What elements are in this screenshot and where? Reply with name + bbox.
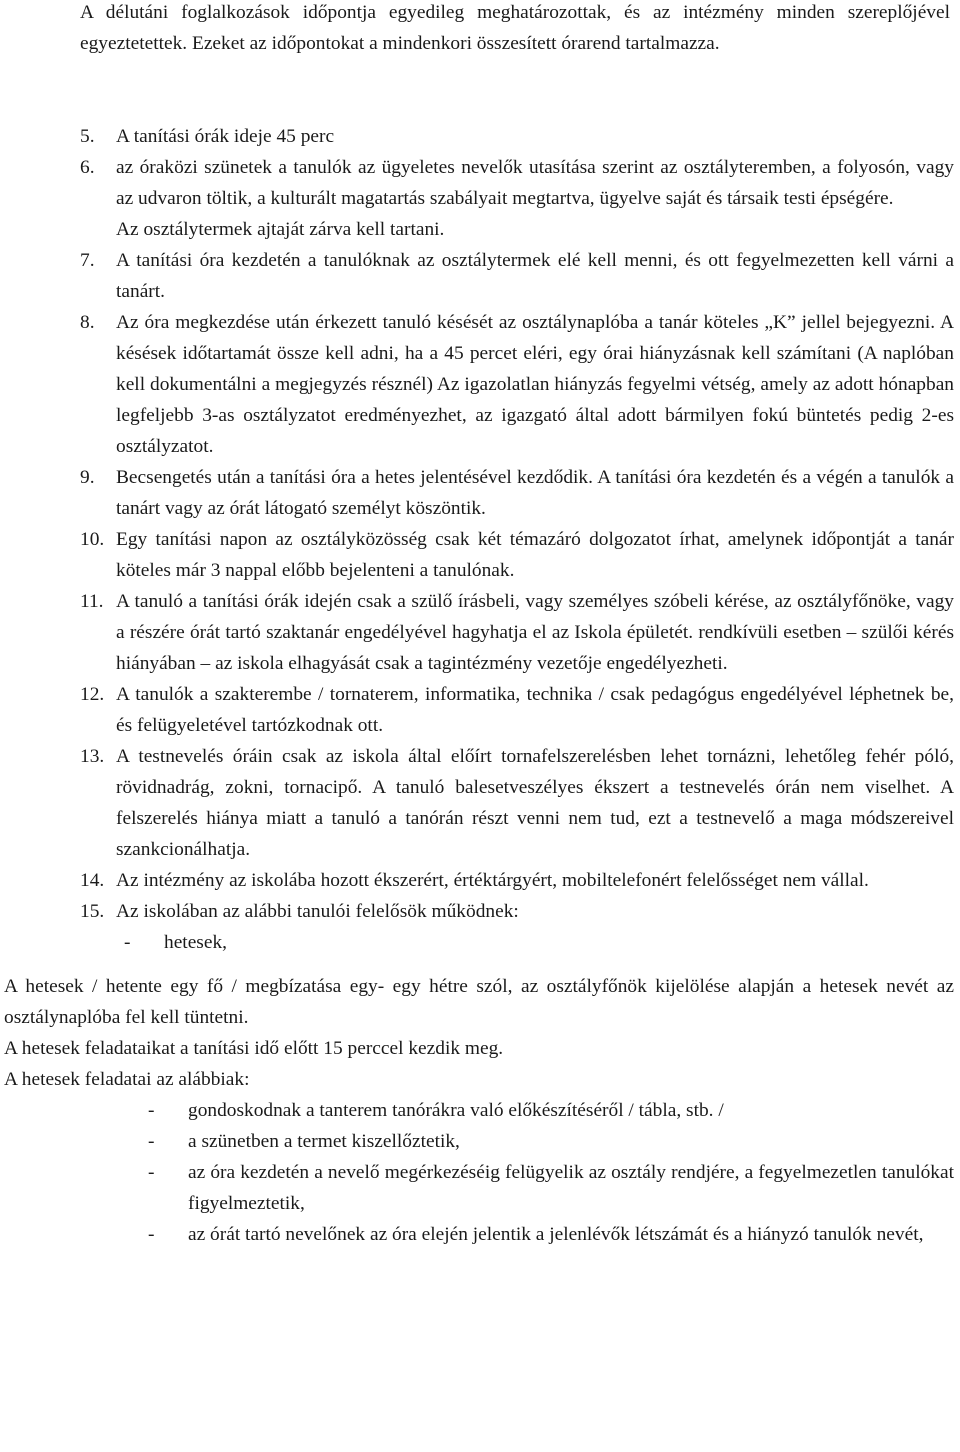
task-item	[148, 1157, 954, 1219]
list-item-number: 12.	[80, 684, 105, 705]
list-item-number: 7.	[80, 250, 95, 271]
tasks-list	[0, 1095, 960, 1250]
list-item-text: A testnevelés óráin csak az iskola által előírt tornafelszerelésben lehet tornázni, lehetőleg fehér póló, rövidnadrág, zokni, tornacipő. A tanuló balesetveszélyes ékszert a testnevelés órán nem viselhet. A felszerelés hiánya miatt a tanuló a tanórán részt venni nem tud, ezt a testnevelő a maga módszereivel szankcionálhatja.	[116, 746, 954, 860]
list-item-number: 9.	[80, 467, 95, 488]
list-item-text: Az óra megkezdése után érkezett tanuló késését az osztálynaplóba a tanár köteles „K” jellel bejegyezni. A késések időtartamát össze kell adni, ha a 45 percet eléri, egy órai hiányzásnak kell számítani (A naplóban kell dokumentálni a megjegyzés résznél) Az igazolatlan hiányzás fegyelmi vétség, amely az adott hónapban legfeljebb 3-as osztályzatot eredményezhet, az igazgató által adott bármilyen fokú büntetés pedig 2-es osztályzatot.	[116, 312, 954, 457]
list-item-8	[80, 307, 954, 462]
body-paragraph: A hetesek feladatai az alábbiak:	[4, 1069, 250, 1090]
list-item-number: 13.	[80, 746, 105, 767]
list-item-9	[80, 462, 954, 524]
responsible-item	[124, 927, 954, 958]
list-item-number: 15.	[80, 901, 105, 922]
list-item-number: 10.	[80, 529, 105, 550]
list-item-6	[80, 152, 954, 245]
hetesek-section	[0, 971, 960, 1095]
dash-marker: -	[148, 1224, 155, 1245]
list-item-number: 5.	[80, 126, 95, 147]
list-item-15	[80, 896, 954, 927]
task-text: a szünetben a termet kiszellőztetik,	[188, 1131, 460, 1152]
task-item	[148, 1126, 954, 1157]
list-item-7	[80, 245, 954, 307]
list-item-12	[80, 679, 954, 741]
task-text: az órát tartó nevelőnek az óra elején jelentik a jelenlévők létszámát és a hiányzó tanulók nevét,	[188, 1224, 924, 1245]
list-item-text: Az intézmény az iskolába hozott ékszerért, értéktárgyért, mobiltelefonért felelősséget nem vállal.	[116, 870, 869, 891]
dash-marker: -	[148, 1131, 155, 1152]
dash-marker: -	[124, 932, 131, 953]
list-item-text: Egy tanítási napon az osztályközösség csak két témazáró dolgozatot írhat, amelynek időpontját a tanár köteles már 3 nappal előbb bejelenteni a tanulónak.	[116, 529, 954, 581]
list-item-text: az óraközi szünetek a tanulók az ügyeletes nevelők utasítása szerint az osztályteremben, a folyosón, vagy az udvaron töltik, a kulturált magatartás szabályait megtartva, ügyelve saját és társaik testi épségére.	[116, 157, 954, 209]
list-item-10	[80, 524, 954, 586]
task-item	[148, 1219, 954, 1250]
body-paragraph: A hetesek / hetente egy fő / megbízatása egy- egy hétre szól, az osztályfőnök kijelölése alapján a hetesek nevét az osztálynaplóba fel kell tüntetni.	[4, 976, 954, 1028]
responsible-text: hetesek,	[164, 932, 227, 953]
list-item-text: A tanítási óra kezdetén a tanulóknak az osztálytermek elé kell menni, és ott fegyelmezetten kell várni a tanárt.	[116, 250, 954, 302]
list-item-14	[80, 865, 954, 896]
list-item-11	[80, 586, 954, 679]
responsibles-list	[80, 927, 954, 958]
list-item-text: A tanítási órák ideje 45 perc	[116, 126, 335, 147]
list-item-text: A tanuló a tanítási órák idején csak a szülő írásbeli, vagy személyes szóbeli kérése, az osztályfőnöke, vagy a részére órát tartó szaktanár engedélyével hagyhatja el az Iskola épületét. rendkívüli esetben – szülői kérés hiányában – az iskola elhagyását csak a tagintézmény vezetője engedélyezheti.	[116, 591, 954, 674]
list-item-text: Az osztálytermek ajtaját zárva kell tartani.	[116, 219, 445, 240]
list-item-5	[80, 121, 954, 152]
body-paragraph: A hetesek feladataikat a tanítási idő előtt 15 perccel kezdik meg.	[4, 1038, 504, 1059]
list-item-number: 6.	[80, 157, 95, 178]
list-item-text: Az iskolában az alábbi tanulói felelősök működnek:	[116, 901, 519, 922]
dash-marker: -	[148, 1162, 155, 1183]
list-item-text: A tanulók a szakterembe / tornaterem, informatika, technika / csak pedagógus engedélyével léphetnek be, és felügyeletével tartózkodnak ott.	[116, 684, 954, 736]
blank-space	[0, 59, 960, 121]
list-item-text: Becsengetés után a tanítási óra a hetes jelentésével kezdődik. A tanítási óra kezdetén és a végén a tanulók a tanárt vagy az órát látogató személyt köszöntik.	[116, 467, 954, 519]
list-item-13	[80, 741, 954, 865]
dash-marker: -	[148, 1100, 155, 1121]
task-text: az óra kezdetén a nevelő megérkezéséig felügyelik az osztály rendjére, a fegyelmezetlen tanulókat figyelmeztetik,	[188, 1162, 954, 1214]
task-text: gondoskodnak a tanterem tanórákra való előkészítéséről / tábla, stb. /	[188, 1100, 724, 1121]
rules-list	[0, 121, 960, 958]
list-item-number: 8.	[80, 312, 95, 333]
task-item	[148, 1095, 954, 1126]
intro-paragraph: A délutáni foglalkozások időpontja egyedileg meghatározottak, és az intézmény minden szereplőjével egyeztetettek. Ezeket az időpontokat a mindenkori összesített órarend tartalmazza.	[80, 2, 950, 54]
list-item-number: 11.	[80, 591, 104, 612]
list-item-number: 14.	[80, 870, 105, 891]
